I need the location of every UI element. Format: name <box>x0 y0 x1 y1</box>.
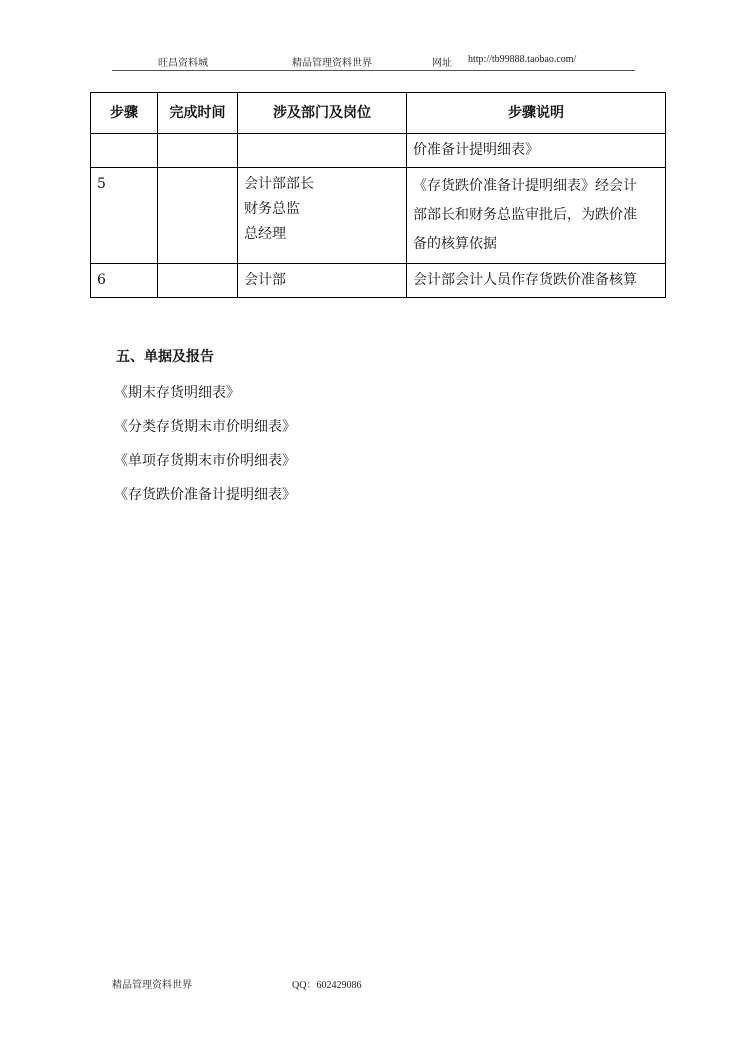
page-header <box>112 52 635 71</box>
cell-step: 6 <box>91 264 158 298</box>
column-header-description: 步骤说明 <box>407 93 666 134</box>
footer-brand: 精品管理资料世界 <box>112 980 192 991</box>
cell-description <box>407 168 666 264</box>
department-line: 财务总监 <box>244 201 300 217</box>
header-url[interactable]: http://tb99888.taobao.com/ <box>468 54 577 65</box>
table-header-row <box>91 93 666 134</box>
section-title: 五、单据及报告 <box>116 349 214 365</box>
description-line: 价准备计提明细表》 <box>413 142 539 158</box>
table-row <box>91 168 666 264</box>
cell-step <box>91 134 158 168</box>
column-header-time: 完成时间 <box>158 93 238 134</box>
document-list <box>114 376 296 512</box>
procedure-table <box>90 92 666 298</box>
list-item: 《期末存货明细表》 <box>114 385 240 401</box>
table-row <box>91 264 666 298</box>
cell-description <box>407 134 666 168</box>
description-line: 备的核算依据 <box>413 236 497 252</box>
header-shop-name: 旺昌资料城 <box>158 58 208 69</box>
table-row-continued <box>91 134 666 168</box>
header-brand: 精品管理资料世界 <box>292 58 372 69</box>
department-line: 总经理 <box>244 226 286 242</box>
footer-qq: QQ：602429086 <box>292 980 362 991</box>
description-line: 《存货跌价准备计提明细表》经会计 <box>413 178 637 194</box>
list-item: 《分类存货期末市价明细表》 <box>114 419 296 435</box>
description-line: 部部长和财务总监审批后，为跌价准 <box>413 207 637 223</box>
department-line: 会计部部长 <box>244 176 314 192</box>
cell-time <box>158 168 238 264</box>
cell-department <box>238 264 407 298</box>
cell-department <box>238 134 407 168</box>
cell-description <box>407 264 666 298</box>
description-line: 会计部会计人员作存货跌价准备核算 <box>413 272 637 288</box>
cell-department <box>238 168 407 264</box>
cell-step: 5 <box>91 168 158 264</box>
cell-time <box>158 134 238 168</box>
list-item: 《单项存货期末市价明细表》 <box>114 453 296 469</box>
column-header-step: 步骤 <box>91 93 158 134</box>
column-header-department: 涉及部门及岗位 <box>238 93 407 134</box>
list-item: 《存货跌价准备计提明细表》 <box>114 487 296 503</box>
cell-time <box>158 264 238 298</box>
department-line: 会计部 <box>244 272 286 288</box>
header-url-label: 网址 <box>432 58 452 69</box>
